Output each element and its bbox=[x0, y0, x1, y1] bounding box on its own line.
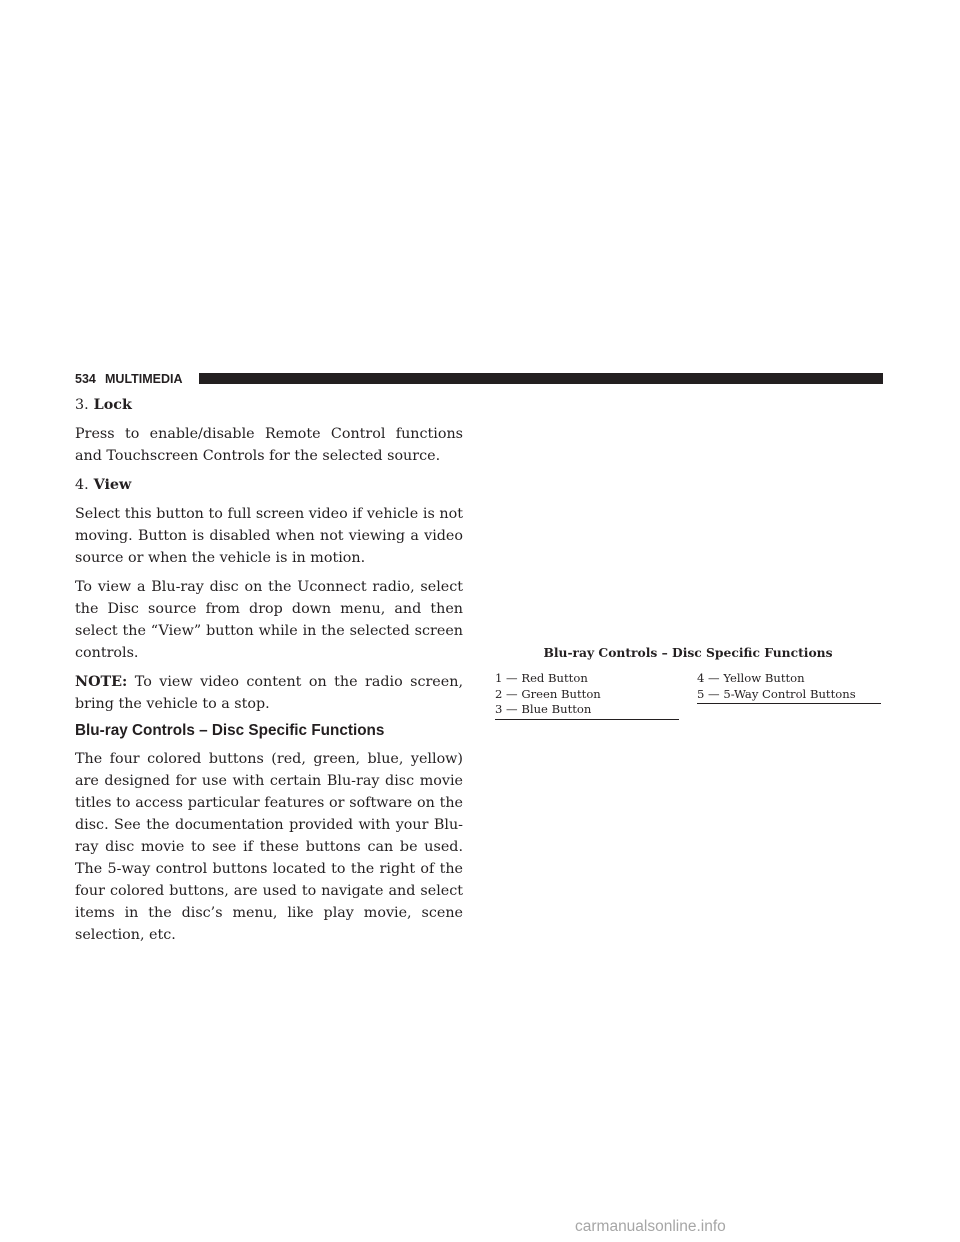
list-item-view bbox=[75, 474, 463, 496]
figure-title: Blu-ray Controls – Disc Specific Functions bbox=[543, 645, 833, 660]
item-number: 3. bbox=[75, 397, 89, 413]
lock-description: Press to enable/disable Remote Control functions and Touchscreen Controls for the selected source. bbox=[75, 426, 463, 464]
header-rule bbox=[199, 373, 883, 384]
item-title: Lock bbox=[93, 397, 132, 413]
list-item-lock bbox=[75, 394, 463, 416]
note-label: NOTE: bbox=[75, 674, 128, 690]
item-title: View bbox=[93, 477, 132, 493]
figure-legend-right bbox=[697, 671, 881, 704]
legend-rule bbox=[495, 719, 679, 720]
legend-item: 2 — Green Button bbox=[495, 686, 601, 701]
section-title: MULTIMEDIA bbox=[105, 372, 183, 386]
page-header bbox=[75, 372, 883, 386]
page-number: 534 bbox=[75, 372, 96, 386]
item-number: 4. bbox=[75, 477, 89, 493]
footer-watermark: carmanualsonline.info bbox=[575, 1218, 726, 1235]
legend-item: 4 — Yellow Button bbox=[697, 671, 805, 685]
legend-item: 3 — Blue Button bbox=[495, 702, 592, 716]
legend-item: 5 — 5-Way Control Buttons bbox=[697, 686, 856, 701]
view-description: Select this button to full screen video if vehicle is not moving. Button is disabled when not viewing a video source or when the vehicle is in motion. bbox=[75, 506, 463, 566]
section-subheading: Blu-ray Controls – Disc Specific Functions bbox=[75, 722, 385, 739]
legend-item: 1 — Red Button bbox=[495, 671, 588, 685]
bluray-view-instructions: To view a Blu-ray disc on the Uconnect radio, select the Disc source from drop down menu, and then select the “View” button while in the selected screen controls. bbox=[75, 579, 463, 661]
legend-rule bbox=[697, 703, 881, 704]
note-paragraph bbox=[75, 671, 463, 715]
note-text: To view video content on the radio screen, bring the vehicle to a stop. bbox=[75, 674, 463, 712]
main-text-column bbox=[75, 394, 463, 946]
figure-legend-left bbox=[495, 671, 679, 720]
colored-buttons-description: The four colored buttons (red, green, blue, yellow) are designed for use with certain Blu-ray disc movie titles to access particular features or software on the disc. See the documentation provided with your Blu-ray disc movie to see if these buttons can be used. The 5-way control buttons located to the right of the four colored buttons, are used to navigate and select items in the disc’s menu, like play movie, scene selection, etc. bbox=[75, 751, 463, 943]
